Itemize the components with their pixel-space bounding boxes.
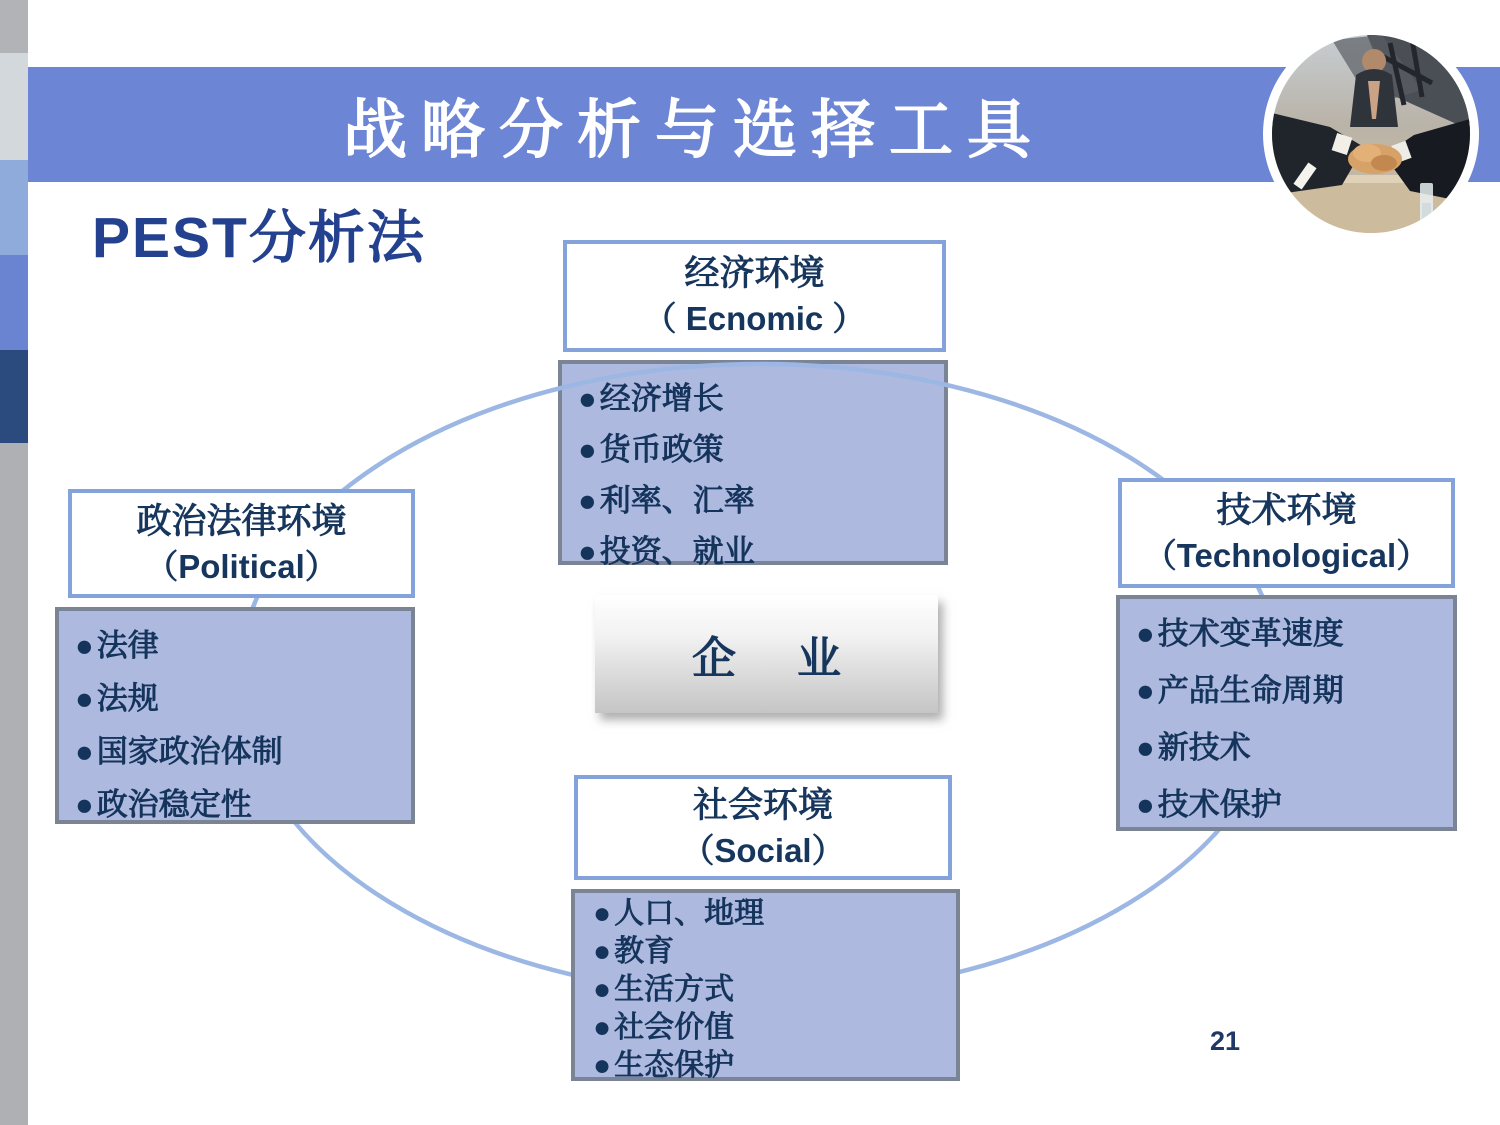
- political-title-box: [68, 489, 415, 598]
- list-item: [75, 672, 405, 725]
- list-item: [75, 778, 405, 831]
- bullet-icon: ●: [578, 483, 597, 518]
- social-title-cn: 社会环境: [692, 785, 833, 825]
- list-item: [578, 424, 938, 475]
- strip-segment-1: [0, 0, 28, 53]
- economic-title-en: （ Ecnomic ）: [643, 300, 866, 337]
- enterprise-center-box: [595, 595, 938, 713]
- list-item: [578, 475, 938, 526]
- technological-title-box: [1118, 478, 1455, 588]
- bullet-icon: ●: [593, 897, 612, 930]
- list-item: [1136, 776, 1449, 833]
- technological-content-box: [1116, 595, 1457, 831]
- social-title-en: （Social）: [681, 831, 845, 869]
- list-item: [593, 971, 952, 1009]
- economic-title-cn: 经济环境: [684, 254, 825, 293]
- list-item-label: 货币政策: [599, 432, 724, 467]
- list-item-label: 产品生命周期: [1157, 673, 1344, 708]
- list-item: [578, 373, 938, 424]
- bullet-icon: ●: [75, 787, 94, 822]
- bullet-icon: ●: [593, 973, 612, 1006]
- list-item: [578, 526, 938, 577]
- list-item-label: 人口、地理: [614, 897, 765, 930]
- social-content-box: [571, 889, 960, 1081]
- economic-title-box: [563, 240, 946, 352]
- bullet-icon: ●: [75, 734, 94, 769]
- political-title-en: （Political）: [145, 547, 338, 585]
- strip-segment-6: [0, 443, 28, 1125]
- list-item-label: 法律: [96, 628, 159, 663]
- bullet-icon: ●: [578, 534, 597, 569]
- page-number: 21: [1210, 1026, 1241, 1056]
- strip-segment-4: [0, 255, 28, 350]
- list-item: [75, 619, 405, 672]
- technological-title-cn: 技术环境: [1216, 491, 1357, 530]
- enterprise-label: 企 业: [692, 634, 841, 683]
- list-item-label: 政治稳定性: [96, 787, 252, 822]
- slide-title: 战略分析与选择工具: [343, 93, 1045, 166]
- economic-item-list: [578, 373, 938, 577]
- strip-segment-2: [0, 53, 28, 160]
- economic-content-box: [558, 360, 948, 569]
- bullet-icon: ●: [593, 1011, 612, 1044]
- bullet-icon: ●: [1136, 787, 1155, 822]
- strip-segment-3: [0, 160, 28, 255]
- social-title-box: [574, 775, 952, 880]
- technological-title-en: （Technological）: [1143, 537, 1430, 574]
- bullet-icon: ●: [1136, 616, 1155, 651]
- handshake-photo-art: [1272, 35, 1470, 233]
- political-item-list: [75, 619, 405, 831]
- list-item-label: 法规: [96, 681, 159, 716]
- strip-segment-5: [0, 350, 28, 443]
- bullet-icon: ●: [593, 935, 612, 968]
- bullet-icon: ●: [1136, 673, 1155, 708]
- list-item-label: 生态保护: [614, 1049, 735, 1082]
- bullet-icon: ●: [75, 628, 94, 663]
- handshake-photo: [1263, 26, 1479, 242]
- list-item: [593, 1047, 952, 1085]
- list-item: [1136, 662, 1449, 719]
- subtitle-pest: PEST分析法: [92, 206, 426, 270]
- list-item-label: 利率、汇率: [599, 483, 755, 518]
- bullet-icon: ●: [1136, 730, 1155, 765]
- handshake-photo-image: [1272, 35, 1470, 233]
- bullet-icon: ●: [593, 1049, 612, 1082]
- list-item: [593, 895, 952, 933]
- bullet-icon: ●: [578, 381, 597, 416]
- list-item-label: 国家政治体制: [96, 734, 283, 769]
- list-item: [1136, 719, 1449, 776]
- list-item: [1136, 605, 1449, 662]
- list-item-label: 社会价值: [614, 1011, 735, 1044]
- list-item-label: 教育: [614, 935, 675, 968]
- social-item-list: [593, 895, 952, 1085]
- list-item-label: 投资、就业: [599, 534, 755, 569]
- political-title-cn: 政治法律环境: [136, 501, 347, 541]
- list-item: [593, 933, 952, 971]
- list-item-label: 经济增长: [599, 381, 724, 416]
- list-item-label: 技术变革速度: [1157, 616, 1344, 651]
- list-item-label: 新技术: [1157, 730, 1251, 765]
- list-item-label: 生活方式: [614, 973, 735, 1006]
- list-item: [75, 725, 405, 778]
- list-item-label: 技术保护: [1157, 787, 1282, 822]
- technological-item-list: [1136, 605, 1449, 833]
- political-content-box: [55, 607, 415, 824]
- list-item: [593, 1009, 952, 1047]
- bullet-icon: ●: [75, 681, 94, 716]
- bullet-icon: ●: [578, 432, 597, 467]
